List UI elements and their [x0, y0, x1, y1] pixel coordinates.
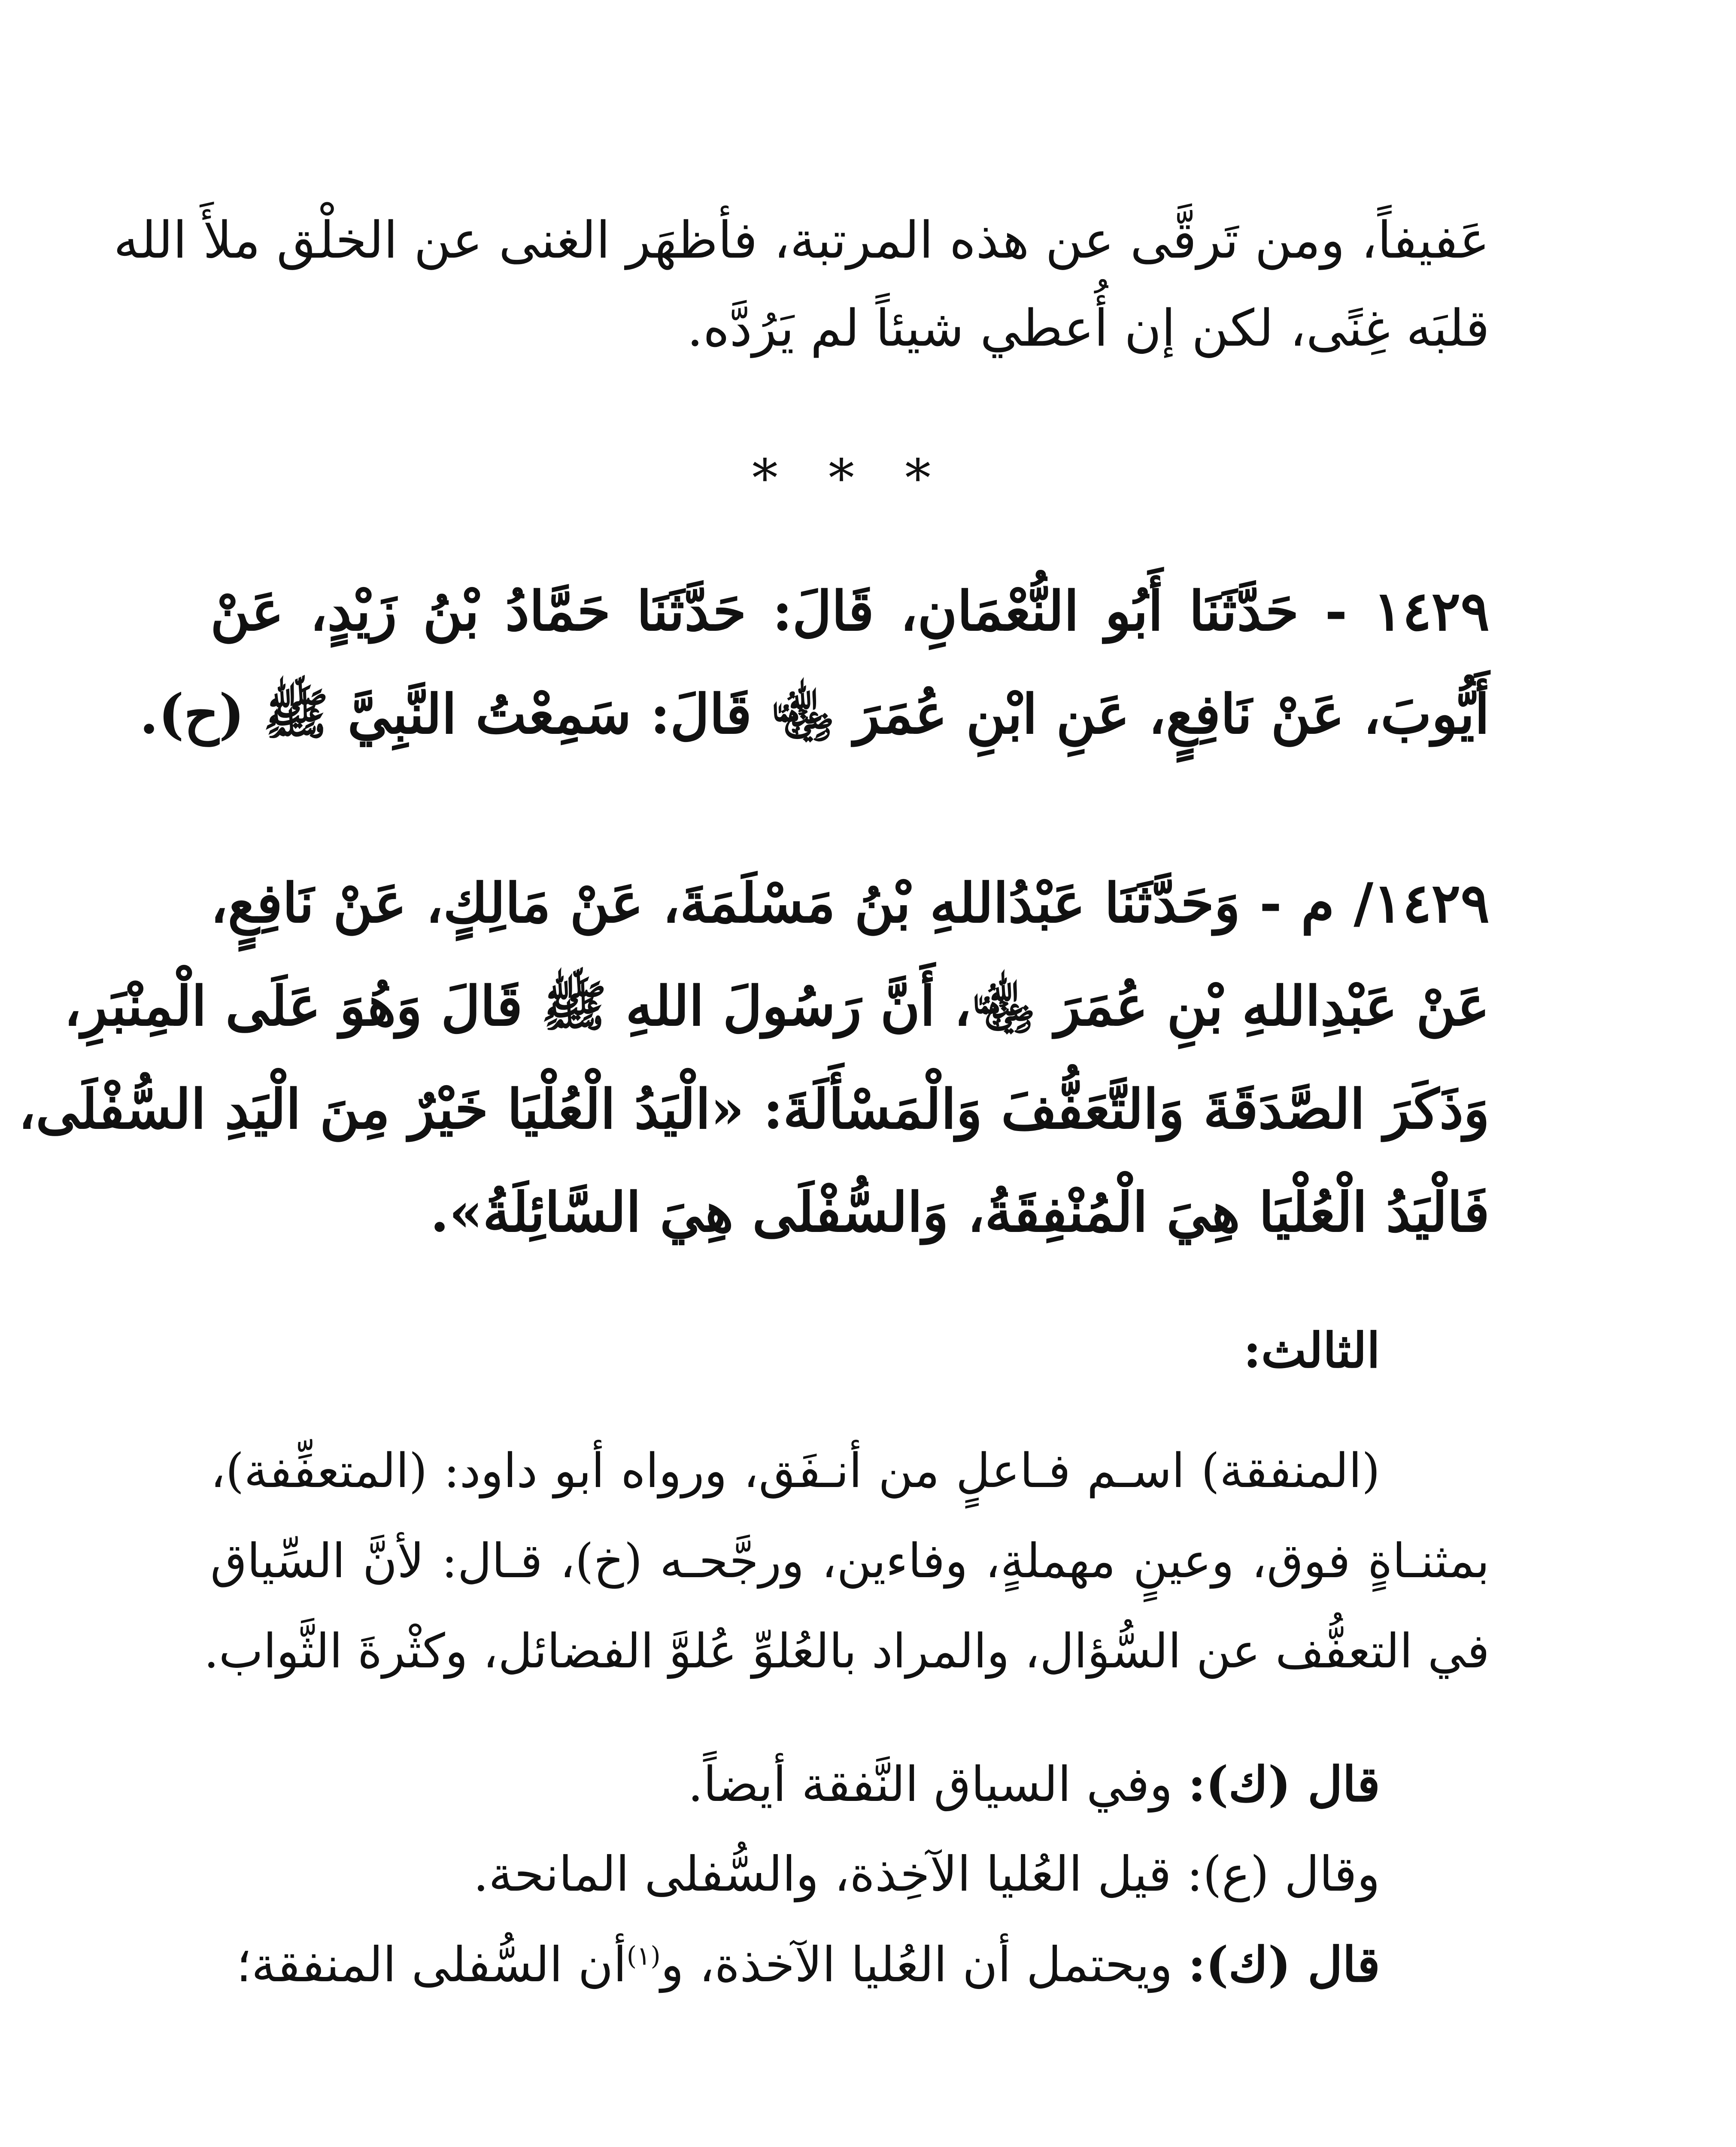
intro-paragraph — [113, 210, 1490, 391]
commentary-paragraph — [203, 1443, 1490, 1718]
commentary-line-1: (المنفقة) اسـم فـاعلٍ من أنـفَق، ورواه أبو داود: (المتعفِّفة)، — [210, 1443, 1380, 1498]
quote-3-text-before: ويحتمل أن العُليا الآخذة، و — [660, 1937, 1188, 1993]
quote-1 — [210, 1756, 1490, 1812]
quote-3 — [210, 1937, 1490, 1993]
document-page — [18, 210, 1490, 2147]
quote-2-text: قيل العُليا الآخِذة، والسُّفلى المانحة. — [473, 1846, 1187, 1902]
commentary-line-3: في التعفُّف عن السُّؤال، والمراد بالعُلوِّ عُلوَّ الفضائل، وكثْرةَ الثَّواب. — [203, 1624, 1490, 1679]
footnote-marker[interactable]: (١) — [626, 1941, 661, 1971]
quote-3-label: قال (ك): — [1188, 1937, 1380, 1993]
intro-line-2: قلبَه غِنًى، لكن إن أُعطي شيئاً لم يَرُدَّه. — [687, 298, 1490, 358]
commentary-line-2: بمثنـاةٍ فوق، وعينٍ مهملةٍ، وفاءين، ورجَّحـه (خ)، قـال: لأنَّ السِّياق — [210, 1533, 1490, 1588]
section-heading: الثالث: — [1243, 1323, 1380, 1379]
hadith-1429-m — [18, 871, 1490, 1288]
hadith-1429m-line-2: عَنْ عَبْدِاللهِ بْنِ عُمَرَ ﵄، أَنَّ رَسُولَ اللهِ ﷺ قَالَ وَهُوَ عَلَى الْمِنْبَرِ، — [64, 974, 1490, 1038]
quote-2 — [210, 1846, 1490, 1902]
section-separator: * * * — [752, 449, 948, 508]
quote-3-text-after: أن السُّفلى المنفقة؛ — [236, 1937, 627, 1993]
hadith-1429m-line-1: ١٤٢٩/ م - وَحَدَّثَنَا عَبْدُاللهِ بْنُ مَسْلَمَةَ، عَنْ مَالِكٍ، عَنْ نَافِعٍ، — [210, 871, 1490, 935]
quote-1-text: وفي السياق النَّفقة أيضاً. — [688, 1757, 1188, 1812]
hadith-1429m-line-3: وَذَكَرَ الصَّدَقَةَ وَالتَّعَفُّفَ وَالْمَسْأَلَةَ: «الْيَدُ الْعُلْيَا خَيْرٌ مِنَ الْيَدِ السُّفْلَى، — [18, 1077, 1490, 1141]
quote-2-label: وقال (ع): — [1187, 1846, 1380, 1902]
intro-line-1: عَفيفاً، ومن تَرقَّى عن هذه المرتبة، فأظهَر الغنى عن الخلْق ملأَ الله — [113, 210, 1490, 270]
quote-1-label: قال (ك): — [1188, 1756, 1380, 1812]
hadith-1429-line-2: أَيُّوبَ، عَنْ نَافِعٍ، عَنِ ابْنِ عُمَرَ ﵄ قَالَ: سَمِعْتُ النَّبِيَّ ﷺ (ح). — [140, 682, 1490, 746]
hadith-1429m-line-4: فَالْيَدُ الْعُلْيَا هِيَ الْمُنْفِقَةُ، وَالسُّفْلَى هِيَ السَّائِلَةُ». — [430, 1180, 1490, 1244]
hadith-1429 — [140, 579, 1490, 790]
hadith-1429-line-1: ١٤٢٩ - حَدَّثَنَا أَبُو النُّعْمَانِ، قَالَ: حَدَّثَنَا حَمَّادُ بْنُ زَيْدٍ، عَنْ — [210, 579, 1490, 643]
